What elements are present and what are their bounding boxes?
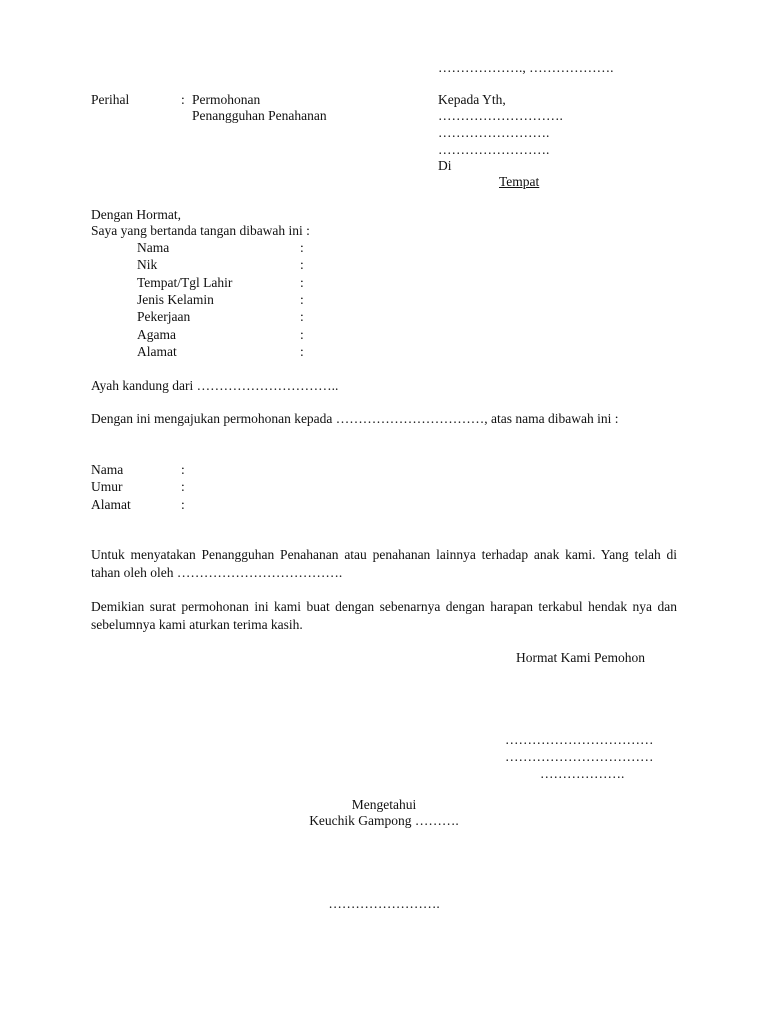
applicant-field-colon: : (300, 327, 304, 342)
salutation: Dengan Hormat, (91, 207, 181, 222)
perihal-colon: : (181, 92, 185, 107)
signature-line-2: …………………………… (505, 749, 654, 764)
intro-line: Saya yang bertanda tangan dibawah ini : (91, 223, 310, 238)
applicant-field-label: Alamat (137, 344, 177, 359)
signature-title: Hormat Kami Pemohon (516, 650, 645, 665)
recipient-line-3: ……………………. (438, 142, 550, 157)
applicant-field-label: Nama (137, 240, 170, 255)
applicant-field-colon: : (300, 292, 304, 307)
applicant-field-label: Tempat/Tgl Lahir (137, 275, 233, 290)
applicant-field-colon: : (300, 309, 304, 324)
perihal-label: Perihal (91, 92, 130, 107)
applicant-field-colon: : (300, 257, 304, 272)
applicant-field-label: Pekerjaan (137, 309, 191, 324)
detainee-field-label: Alamat (91, 497, 131, 512)
father-line: Ayah kandung dari ………………………….. (91, 378, 339, 393)
perihal-subject-line1: Permohonan (192, 92, 261, 107)
recipient-line-2: ……………………. (438, 125, 550, 140)
applicant-field-colon: : (300, 275, 304, 290)
detainee-field-label: Umur (91, 479, 123, 494)
applicant-field-label: Jenis Kelamin (137, 292, 214, 307)
recipient-greeting: Kepada Yth, (438, 92, 506, 107)
acknowledgement-label: Mengetahui (351, 797, 417, 812)
detainee-field-colon: : (181, 479, 185, 494)
detainee-field-label: Nama (91, 462, 124, 477)
perihal-subject-line2: Penangguhan Penahanan (192, 108, 327, 123)
date-line: ………………., ………………. (438, 60, 614, 75)
request-paragraph: Dengan ini mengajukan permohonan kepada ……………………………, atas nama dibawah ini : (91, 411, 619, 426)
recipient-di: Di (438, 158, 452, 173)
detainee-field-colon: : (181, 497, 185, 512)
signature-line-3: ………………. (540, 766, 625, 781)
applicant-field-label: Agama (137, 327, 176, 342)
recipient-tempat: Tempat (499, 174, 540, 189)
acknowledgement-role: Keuchik Gampong ………. (309, 813, 459, 828)
purpose-paragraph: Untuk menyatakan Penangguhan Penahanan atau penahanan lainnya terhadap anak kami. Yang telah di tahan oleh oleh ………………………………. (91, 547, 677, 580)
applicant-field-label: Nik (137, 257, 158, 272)
acknowledgement-name-line: ……………………. (328, 896, 440, 911)
applicant-field-colon: : (300, 344, 304, 359)
applicant-field-colon: : (300, 240, 304, 255)
signature-line-1: …………………………… (505, 732, 654, 747)
detainee-field-colon: : (181, 462, 185, 477)
recipient-line-1: ………………………. (438, 108, 563, 123)
closing-paragraph: Demikian surat permohonan ini kami buat dengan sebenarnya dengan harapan terkabul hendak nya dan sebelumnya kami aturkan terima kasih. (91, 599, 677, 632)
